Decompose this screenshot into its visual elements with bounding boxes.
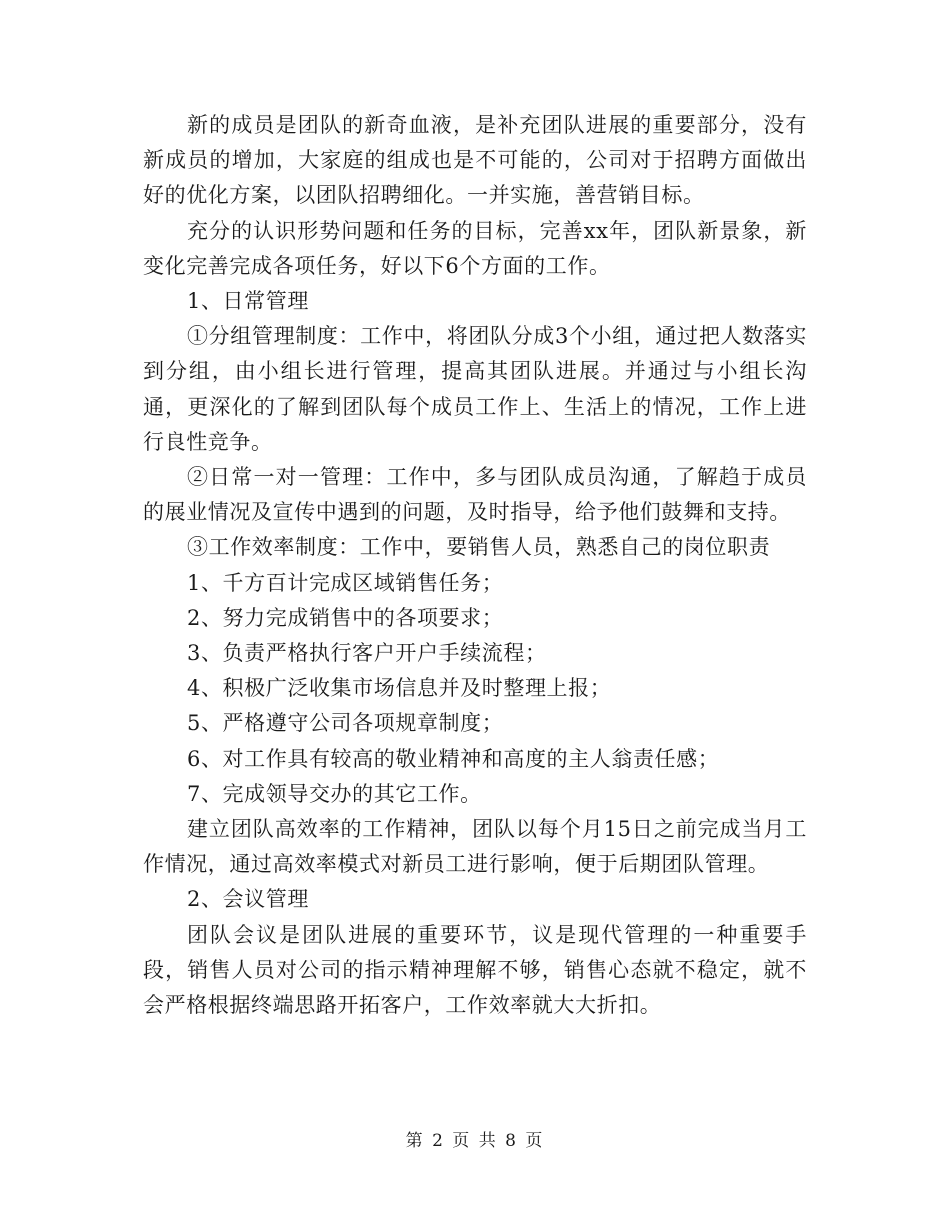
paragraph-situation: 充分的认识形势问题和任务的目标，完善xx年，团队新景象，新变化完善完成各项任务，好以下6个方面的工作。	[143, 218, 807, 278]
list-item-duty-4: 4、积极广泛收集市场信息并及时整理上报；	[187, 676, 612, 701]
paragraph-meetings: 团队会议是团队进展的重要环节，议是现代管理的一种重要手段，销售人员对公司的指示精神理解不够，销售心态就不稳定，就不会严格根据终端思路开拓客户，工作效率就大大折扣。	[143, 922, 807, 1018]
list-item-duty-1: 1、千方百计完成区域销售任务；	[187, 570, 504, 595]
paragraph-efficiency-system: ③工作效率制度：工作中，要销售人员，熟悉自己的岗位职责	[187, 535, 771, 560]
paragraph-one-on-one: ②日常一对一管理：工作中，多与团队成员沟通，了解趋于成员的展业情况及宣传中遇到的问题，及时指导，给予他们鼓舞和支持。	[143, 465, 807, 525]
list-item-duty-6: 6、对工作具有较高的敬业精神和高度的主人翁责任感；	[187, 746, 720, 771]
heading-meeting-management: 2、会议管理	[187, 887, 309, 912]
document-body	[143, 108, 807, 1023]
list-item-duty-5: 5、严格遵守公司各项规章制度；	[187, 711, 504, 736]
list-item-duty-2: 2、努力完成销售中的各项要求；	[187, 605, 504, 630]
list-item-duty-3: 3、负责严格执行客户开户手续流程；	[187, 641, 547, 666]
paragraph-efficiency-spirit: 建立团队高效率的工作精神，团队以每个月15日之前完成当月工作情况，通过高效率模式对新员工进行影响，便于后期团队管理。	[143, 817, 807, 877]
paragraph-group-management: ①分组管理制度：工作中，将团队分成3个小组，通过把人数落实到分组，由小组长进行管理，提高其团队进展。并通过与小组长沟通，更深化的了解到团队每个成员工作上、生活上的情况，工作上进行良性竞争。	[143, 324, 807, 454]
page-number-footer: 第 2 页 共 8 页	[405, 1131, 545, 1151]
list-item-duty-7: 7、完成领导交办的其它工作。	[187, 781, 482, 806]
paragraph-new-members: 新的成员是团队的新奇血液，是补充团队进展的重要部分，没有新成员的增加，大家庭的组成也是不可能的，公司对于招聘方面做出好的优化方案，以团队招聘细化。一并实施，善营销目标。	[143, 113, 807, 208]
heading-daily-management: 1、日常管理	[187, 289, 309, 314]
